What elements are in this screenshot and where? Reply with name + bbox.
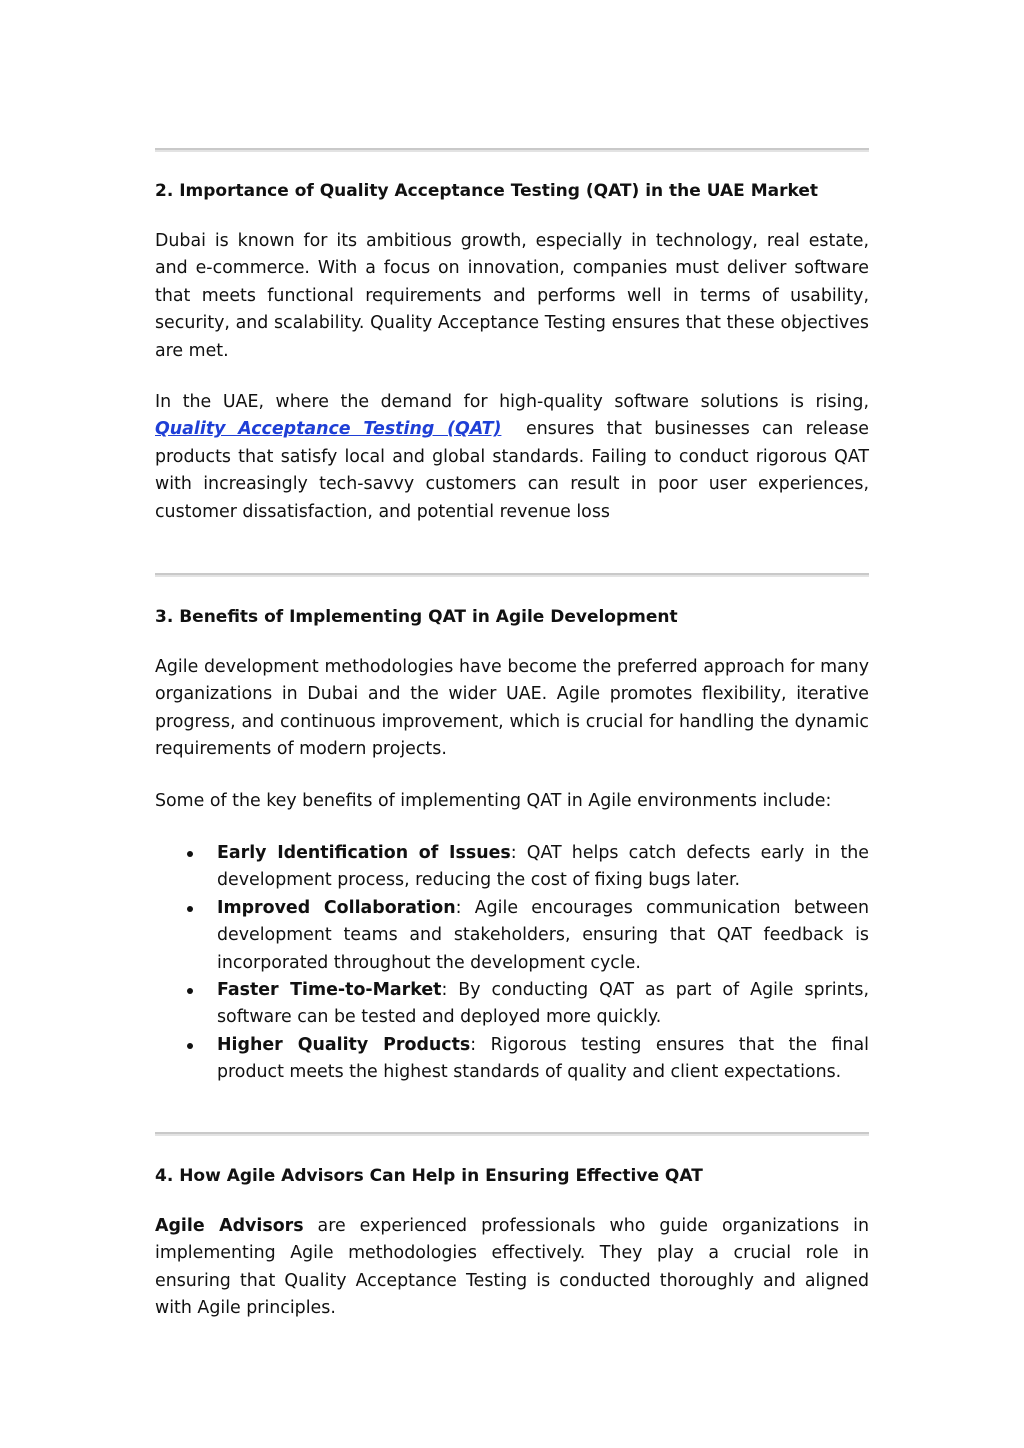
section-divider: [155, 148, 869, 152]
section-2-paragraph-2: [155, 389, 869, 526]
section-divider: [155, 1132, 869, 1136]
benefits-list: [155, 840, 869, 1087]
agile-advisors-term: Agile Advisors: [155, 1216, 304, 1236]
paragraph-text: ensures that businesses can release products that satisfy local and global standards. Failing to conduct rigorous QAT with increasingly tech-savvy customers can result in poor user experiences, customer dissatisfaction, and potential revenue loss: [155, 419, 869, 522]
bullet-icon: [187, 988, 193, 994]
section-2-heading: 2. Importance of Quality Acceptance Testing (QAT) in the UAE Market: [155, 181, 818, 201]
list-item: [155, 1032, 869, 1087]
section-divider: [155, 573, 869, 577]
section-4-paragraph-1: [155, 1213, 869, 1323]
section-2-paragraph-1: Dubai is known for its ambitious growth, especially in technology, real estate, and e-commerce. With a focus on innovation, companies must deliver software that meets functional requirements and performs well in terms of usability, security, and scalability. Quality Acceptance Testing ensures that these objectives are met.: [155, 231, 869, 361]
list-item-text: : Rigorous testing ensures that the final product meets the highest standards of quality and client expectations.: [217, 1034, 869, 1083]
list-item: [155, 977, 869, 1032]
paragraph-text: are experienced professionals who guide organizations in implementing Agile methodologies effectively. They play a crucial role in ensuring that Quality Acceptance Testing is conducted thoroughly and aligned with Agile principles.: [155, 1216, 869, 1319]
section-3-paragraph-1: Agile development methodologies have become the preferred approach for many organizations in Dubai and the wider UAE. Agile promotes flexibility, iterative progress, and continuous improvement, which is crucial for handling the dynamic requirements of modern projects.: [155, 657, 869, 760]
bullet-icon: [187, 851, 193, 857]
bullet-icon: [187, 906, 193, 912]
qat-link[interactable]: Quality Acceptance Testing (QAT): [155, 419, 502, 440]
section-3-paragraph-2: Some of the key benefits of implementing QAT in Agile environments include:: [155, 791, 832, 811]
bullet-icon: [187, 1043, 193, 1049]
section-4-heading: 4. How Agile Advisors Can Help in Ensuring Effective QAT: [155, 1166, 703, 1186]
list-item: [155, 895, 869, 977]
list-item-term: Faster Time-to-Market: [217, 980, 442, 1001]
list-item-text: : Agile encourages communication between development teams and stakeholders, ensuring that QAT feedback is incorporated throughout the development cycle.: [217, 897, 869, 973]
list-item-text: : QAT helps catch defects early in the development process, reducing the cost of fixing bugs later.: [217, 843, 869, 891]
list-item-term: Improved Collaboration: [217, 897, 456, 918]
list-item-term: Higher Quality Products: [217, 1034, 471, 1055]
list-item-term: Early Identification of Issues: [217, 843, 511, 863]
list-item: [155, 840, 869, 895]
paragraph-text: In the UAE, where the demand for high-quality software solutions is rising,: [155, 392, 869, 412]
section-3-heading: 3. Benefits of Implementing QAT in Agile Development: [155, 607, 678, 627]
list-item-text: : By conducting QAT as part of Agile sprints, software can be tested and deployed more quickly.: [217, 980, 869, 1028]
